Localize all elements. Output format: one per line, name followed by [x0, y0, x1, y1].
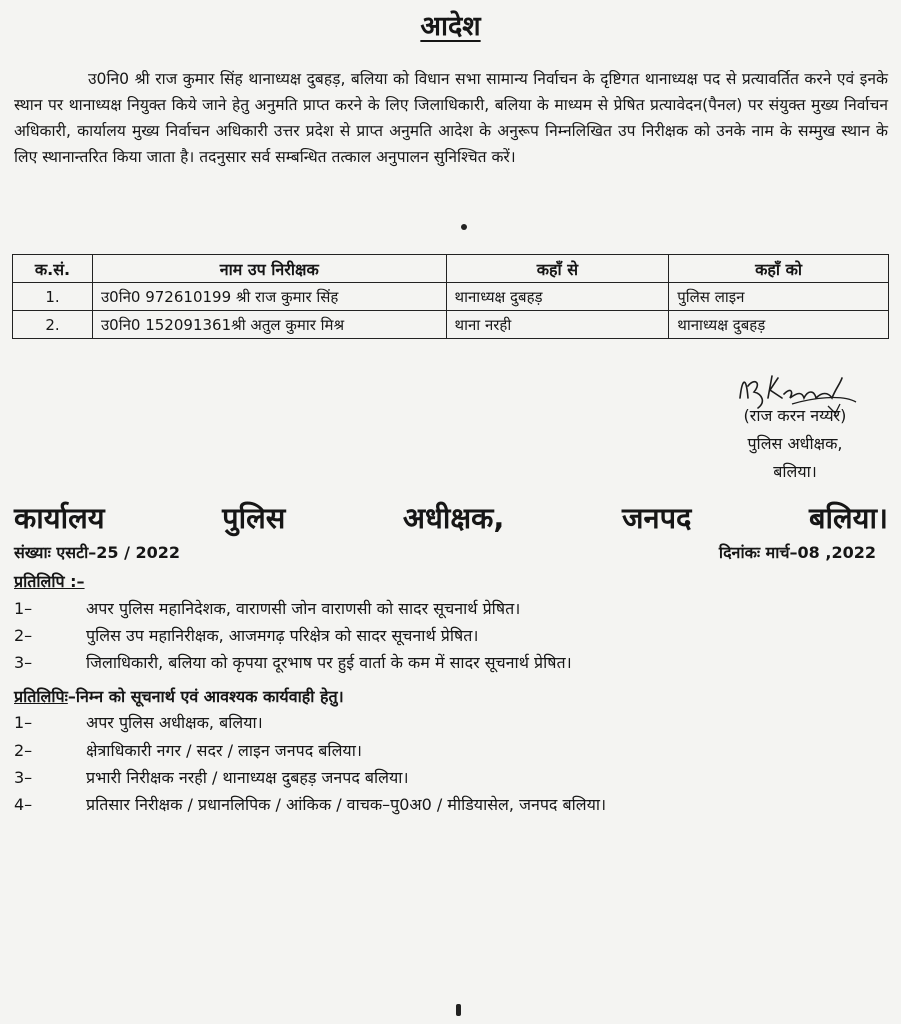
list-item: 2– पुलिस उप महानिरीक्षक, आजमगढ़ परिक्षेत्र को सादर सूचनार्थ प्रेषित। — [14, 626, 479, 645]
list-item: 2– क्षेत्राधिकारी नगर / सदर / लाइन जनपद बलिया। — [14, 741, 362, 760]
document-title: आदेश — [420, 11, 481, 42]
reference-line — [14, 541, 876, 563]
transfer-table — [12, 254, 889, 339]
reference-date: दिनांकः मार्च–08 ,2022 — [718, 543, 876, 562]
cell-serial: 2. — [13, 311, 93, 339]
signatory-name: (राज करन नय्यर) — [743, 406, 847, 425]
cell-from: थानाध्यक्ष दुबहड़ — [446, 283, 669, 311]
col-header-name: नाम उप निरीक्षक — [92, 255, 446, 283]
signature-block — [700, 402, 890, 486]
list-item: 1– अपर पुलिस अधीक्षक, बलिया। — [14, 713, 263, 732]
speck-mark — [461, 224, 467, 230]
signatory-place: बलिया। — [773, 462, 817, 481]
list-item: 4– प्रतिसार निरीक्षक / प्रधानलिपिक / आंकिक / वाचक–पु0अ0 / मीडियासेल, जनपद बलिया। — [14, 795, 607, 814]
cell-from: थाना नरही — [446, 311, 669, 339]
order-body-text: उ0नि0 श्री राज कुमार सिंह थानाध्यक्ष दुबहड़, बलिया को विधान सभा सामान्य निर्वाचन के दृष्टिगत थानाध्यक्ष पद से प्रत्यावर्तित करने एवं इनके स्थान पर थानाध्यक्ष नियुक्त किये जाने हेतु अनुमति प्राप्त करने के लिए जिलाधिकारी, बलिया के माध्यम से प्रेषित प्रत्यावेदन(पैनल) पर संयुक्त मुख्य निर्वाचन अधिकारी, कार्यालय मुख्य निर्वाचन अधिकारी उत्तर प्रदेश से प्राप्त अनुमति आदेश के अनुरूप निम्नलिखित उप निरीक्षक को उनके नाम के सम्मुख स्थान के लिए स्थानान्तरित किया जाता है। तदनुसार सर्व सम्बन्धित तत्काल अनुपालन सुनिश्चित करें। — [14, 70, 888, 166]
list-item: 3– जिलाधिकारी, बलिया को कृपया दूरभाष पर हुई वार्ता के कम में सादर सूचनार्थ प्रेषित। — [14, 653, 572, 672]
cell-to: पुलिस लाइन — [669, 283, 889, 311]
table-row — [13, 283, 889, 311]
office-heading: कार्यालय पुलिस अधीक्षक, जनपद बलिया। — [14, 501, 888, 535]
speck-mark — [456, 1004, 461, 1016]
list-item: 1– अपर पुलिस महानिदेशक, वाराणसी जोन वाराणसी को सादर सूचनार्थ प्रेषित। — [14, 599, 521, 618]
cell-name: उ0नि0 152091361श्री अतुल कुमार मिश्र — [92, 311, 446, 339]
cell-to: थानाध्यक्ष दुबहड़ — [669, 311, 889, 339]
copy-heading-2: प्रतिलिपिः–निम्न को सूचनार्थ एवं आवश्यक कार्यवाही हेतु। — [14, 687, 344, 706]
table-header-row — [13, 255, 889, 283]
col-header-serial: क.सं. — [13, 255, 93, 283]
signatory-designation: पुलिस अधीक्षक, — [747, 434, 843, 453]
cell-name: उ0नि0 972610199 श्री राज कुमार सिंह — [92, 283, 446, 311]
col-header-to: कहाँ को — [669, 255, 889, 283]
table-row — [13, 311, 889, 339]
reference-number: संख्याः एसटी–25 / 2022 — [14, 543, 181, 562]
copy-heading-1: प्रतिलिपि :– — [14, 572, 85, 591]
col-header-from: कहाँ से — [446, 255, 669, 283]
list-item: 3– प्रभारी निरीक्षक नरही / थानाध्यक्ष दुबहड़ जनपद बलिया। — [14, 768, 409, 787]
cell-serial: 1. — [13, 283, 93, 311]
